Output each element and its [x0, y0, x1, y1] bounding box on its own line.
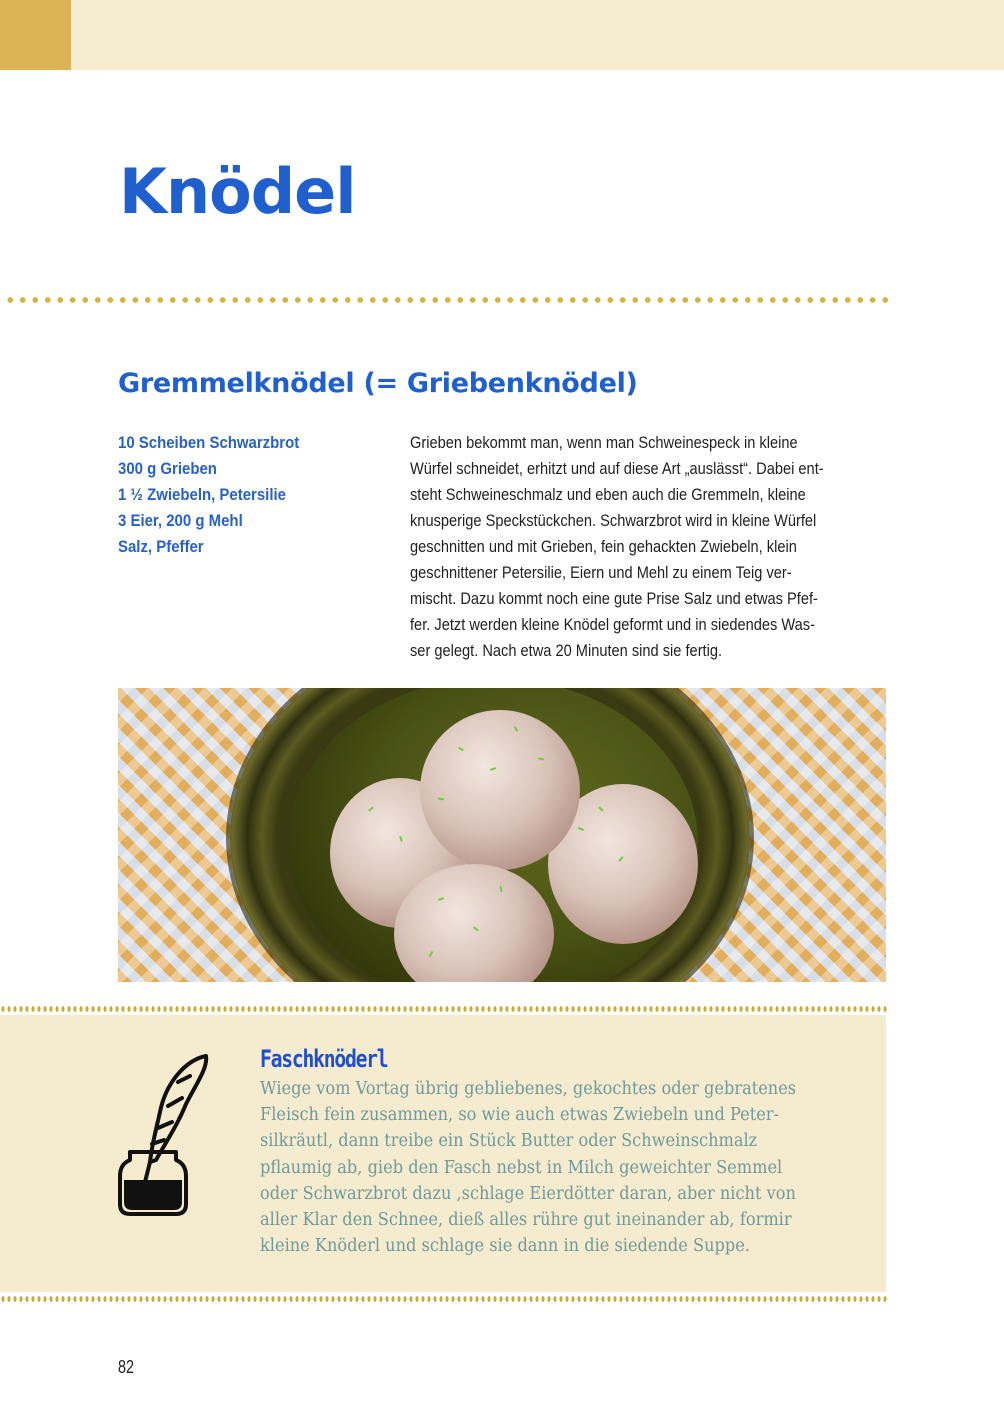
header-band — [0, 0, 1004, 70]
page-title: Knödel — [119, 155, 356, 228]
description-line: knusperige Speckstückchen. Schwarzbrot wird in kleine Würfel — [410, 511, 817, 530]
page-number: 82 — [118, 1357, 135, 1377]
note-line: pflaumig ab, gieb den Fasch nebst in Milch geweichter Semmel — [260, 1157, 783, 1178]
ingredient-item: 3 Eier, 200 g Mehl — [118, 511, 243, 530]
chapter-tab — [0, 0, 71, 70]
description-line: fer. Jetzt werden kleine Knödel geformt und in siedendes Was- — [410, 615, 815, 634]
description-line: geschnittener Petersilie, Eiern und Mehl zu einem Teig ver- — [410, 563, 792, 582]
note-line: aller Klar den Schnee, dieß alles rühre gut ineinander ab, formir — [260, 1210, 792, 1231]
dotted-divider — [0, 1005, 888, 1013]
note-text — [260, 1076, 880, 1259]
ingredient-item: 10 Scheiben Schwarzbrot — [118, 433, 300, 452]
note-line: Wiege vom Vortag übrig gebliebenes, gekochtes oder gebratenes — [260, 1079, 797, 1099]
ingredient-item: Salz, Pfeffer — [118, 537, 204, 556]
note-line: silkräutl, dann treibe ein Stück Butter oder Schweinschmalz — [260, 1131, 758, 1152]
dumpling — [420, 710, 580, 870]
note-line: kleine Knöderl und schlage sie dann in die siedende Suppe. — [260, 1236, 750, 1257]
description-line: Würfel schneidet, erhitzt und auf diese Art „auslässt“. Dabei ent- — [410, 459, 824, 478]
description-line: mischt. Dazu kommt noch eine gute Prise Salz und etwas Pfef- — [410, 589, 818, 608]
ingredient-item: 1 ½ Zwiebeln, Petersilie — [118, 485, 286, 504]
description-line: steht Schweineschmalz und eben auch die Gremmeln, kleine — [410, 485, 806, 504]
ingredient-list — [118, 430, 299, 560]
description-line: Grieben bekommt man, wenn man Schweinespeck in kleine — [410, 433, 798, 452]
description-line: geschnitten und mit Grieben, fein gehackten Zwiebeln, klein — [410, 537, 797, 556]
dotted-divider — [0, 1295, 888, 1303]
note-line: Fleisch fein zusammen, so wie auch etwas Zwiebeln und Peter- — [260, 1105, 779, 1126]
recipe-title: Gremmelknödel (= Griebenknödel) — [118, 368, 638, 399]
description-line: ser gelegt. Nach etwa 20 Minuten sind sie fertig. — [410, 641, 723, 660]
dotted-divider — [4, 296, 888, 304]
dumpling-photo — [118, 688, 886, 982]
note-line: oder Schwarzbrot dazu ,schlage Eierdötter daran, aber nicht von — [260, 1183, 796, 1204]
ingredient-item: 300 g Grieben — [118, 459, 217, 478]
recipe-description — [410, 430, 886, 664]
note-title: Faschknöderl — [260, 1045, 388, 1073]
quill-inkwell-icon — [116, 1052, 220, 1218]
